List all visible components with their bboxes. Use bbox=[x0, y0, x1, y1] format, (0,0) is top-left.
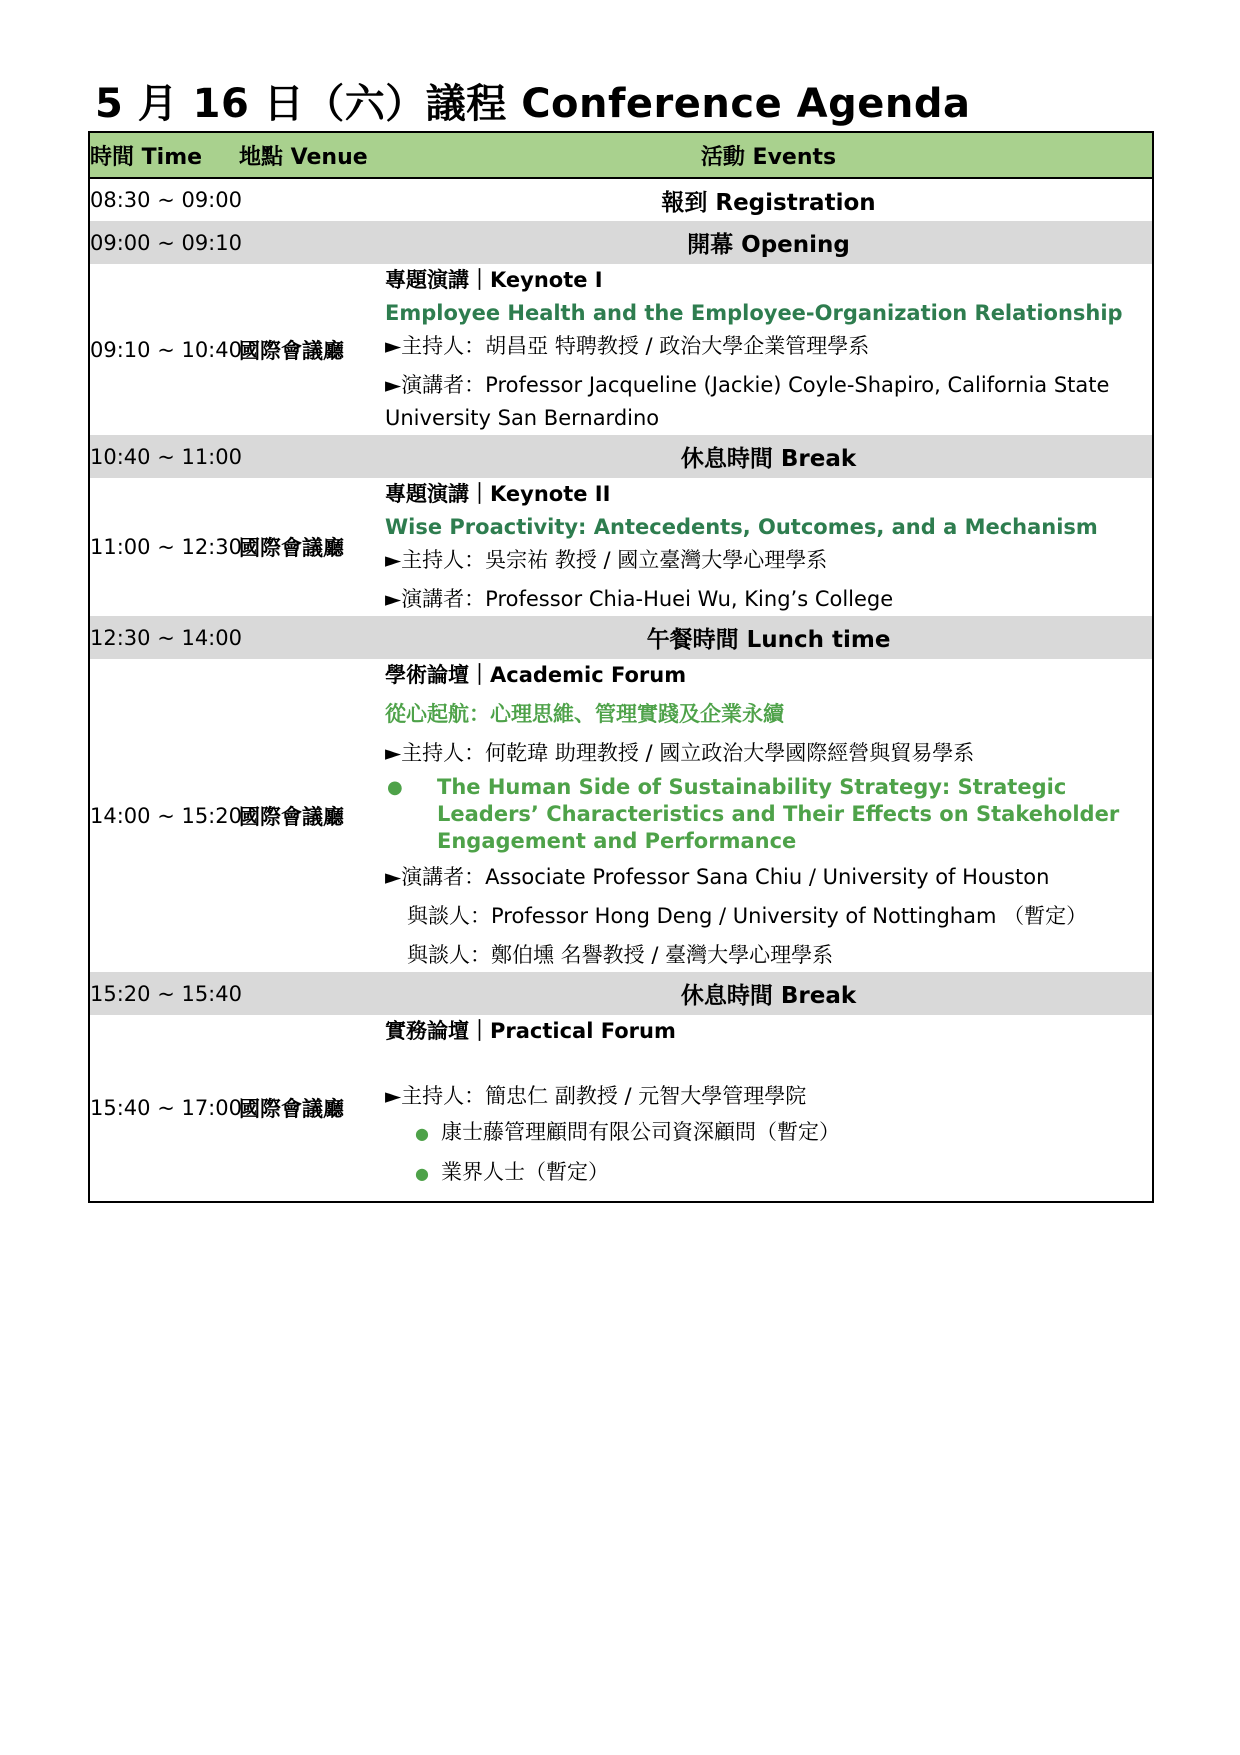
panelist: 康士藤管理顧問有限公司資深顧問（暫定） bbox=[440, 1120, 840, 1144]
session-subtitle: 從心起航：心理思維、管理實踐及企業永續 bbox=[385, 702, 784, 726]
row-break-2 bbox=[89, 972, 1153, 1015]
panelist: 業界人士（暫定） bbox=[440, 1160, 609, 1184]
row-lunch bbox=[89, 616, 1153, 659]
row-practical-forum bbox=[89, 1015, 1153, 1202]
time-cell: 15:20 ~ 15:40 bbox=[90, 981, 242, 1006]
panel-item bbox=[385, 1153, 1152, 1193]
event-lunch: 午餐時間 Lunch time bbox=[646, 627, 891, 653]
bullet-icon: ● bbox=[415, 1164, 429, 1183]
header-row bbox=[89, 132, 1153, 178]
bullet-icon: ● bbox=[387, 777, 403, 798]
session-label: 專題演講｜Keynote II bbox=[385, 482, 611, 506]
time-cell: 10:40 ~ 11:00 bbox=[90, 444, 242, 469]
session-host: ►主持人：胡昌亞 特聘教授 / 政治大學企業管理學系 bbox=[385, 334, 870, 358]
row-keynote-2 bbox=[89, 478, 1153, 616]
session-speaker: ►演講者：Professor Chia-Huei Wu, King’s College bbox=[385, 587, 894, 611]
session-host: ►主持人：何乾瑋 助理教授 / 國立政治大學國際經營與貿易學系 bbox=[385, 741, 975, 765]
session-discussant: 與談人：Professor Hong Deng / University of Nottingham （暫定） bbox=[407, 904, 1088, 928]
time-cell: 09:00 ~ 09:10 bbox=[90, 230, 242, 255]
venue-cell: 國際會議廳 bbox=[239, 338, 344, 363]
page-title: 5 月 16 日（六）議程 Conference Agenda bbox=[95, 81, 971, 127]
event-keynote-2 bbox=[385, 478, 1153, 616]
row-keynote-1 bbox=[89, 264, 1153, 435]
venue-cell bbox=[239, 178, 385, 221]
paper-item bbox=[385, 774, 1152, 855]
venue-cell: 國際會議廳 bbox=[239, 536, 344, 560]
event-opening: 開幕 Opening bbox=[687, 232, 850, 258]
session-label: 專題演講｜Keynote I bbox=[385, 268, 603, 292]
header-venue: 地點 Venue bbox=[239, 132, 385, 178]
venue-cell: 國際會議廳 bbox=[239, 1097, 344, 1121]
session-label: 學術論壇｜Academic Forum bbox=[385, 663, 687, 687]
row-opening bbox=[89, 221, 1153, 264]
header-events: 活動 Events bbox=[385, 132, 1153, 178]
session-discussant: 與談人：鄭伯壎 名譽教授 / 臺灣大學心理學系 bbox=[407, 943, 834, 967]
event-registration: 報到 Registration bbox=[661, 189, 876, 216]
bullet-icon: ● bbox=[415, 1124, 429, 1143]
session-topic: Wise Proactivity: Antecedents, Outcomes, and a Mechanism bbox=[385, 515, 1098, 539]
session-host: ►主持人：簡忠仁 副教授 / 元智大學管理學院 bbox=[385, 1084, 807, 1108]
paper-title: The Human Side of Sustainability Strategy: Strategic Leaders’ Characteristics and Their Effects on Stakeholder Engagement and Performance bbox=[437, 775, 1120, 853]
venue-cell bbox=[239, 972, 385, 1015]
time-cell: 11:00 ~ 12:30 bbox=[90, 535, 242, 559]
event-keynote-1 bbox=[385, 264, 1153, 435]
time-cell: 15:40 ~ 17:00 bbox=[90, 1096, 242, 1120]
session-speaker: ►演講者：Professor Jacqueline (Jackie) Coyle-Shapiro, California State University San Bernardino bbox=[385, 373, 1110, 430]
event-academic-forum bbox=[385, 659, 1153, 972]
event-break: 休息時間 Break bbox=[680, 446, 857, 472]
agenda-table bbox=[88, 131, 1154, 1203]
time-cell: 14:00 ~ 15:20 bbox=[90, 803, 242, 828]
row-academic-forum bbox=[89, 659, 1153, 972]
session-label: 實務論壇｜Practical Forum bbox=[385, 1019, 676, 1043]
panel-item bbox=[385, 1113, 1152, 1153]
venue-cell bbox=[239, 221, 385, 264]
venue-cell bbox=[239, 616, 385, 659]
event-practical-forum bbox=[385, 1015, 1153, 1202]
time-cell: 09:10 ~ 10:40 bbox=[90, 337, 242, 362]
session-host: ►主持人：吳宗祐 教授 / 國立臺灣大學心理學系 bbox=[385, 548, 828, 572]
venue-cell: 國際會議廳 bbox=[239, 804, 344, 829]
row-registration bbox=[89, 178, 1153, 221]
event-break: 休息時間 Break bbox=[680, 983, 857, 1009]
session-speaker: ►演講者：Associate Professor Sana Chiu / University of Houston bbox=[385, 865, 1050, 889]
venue-cell bbox=[239, 435, 385, 478]
header-time: 時間 Time bbox=[89, 132, 239, 178]
time-cell: 12:30 ~ 14:00 bbox=[90, 625, 242, 650]
time-cell: 08:30 ~ 09:00 bbox=[90, 188, 242, 212]
session-topic: Employee Health and the Employee-Organization Relationship bbox=[385, 301, 1123, 325]
row-break-1 bbox=[89, 435, 1153, 478]
